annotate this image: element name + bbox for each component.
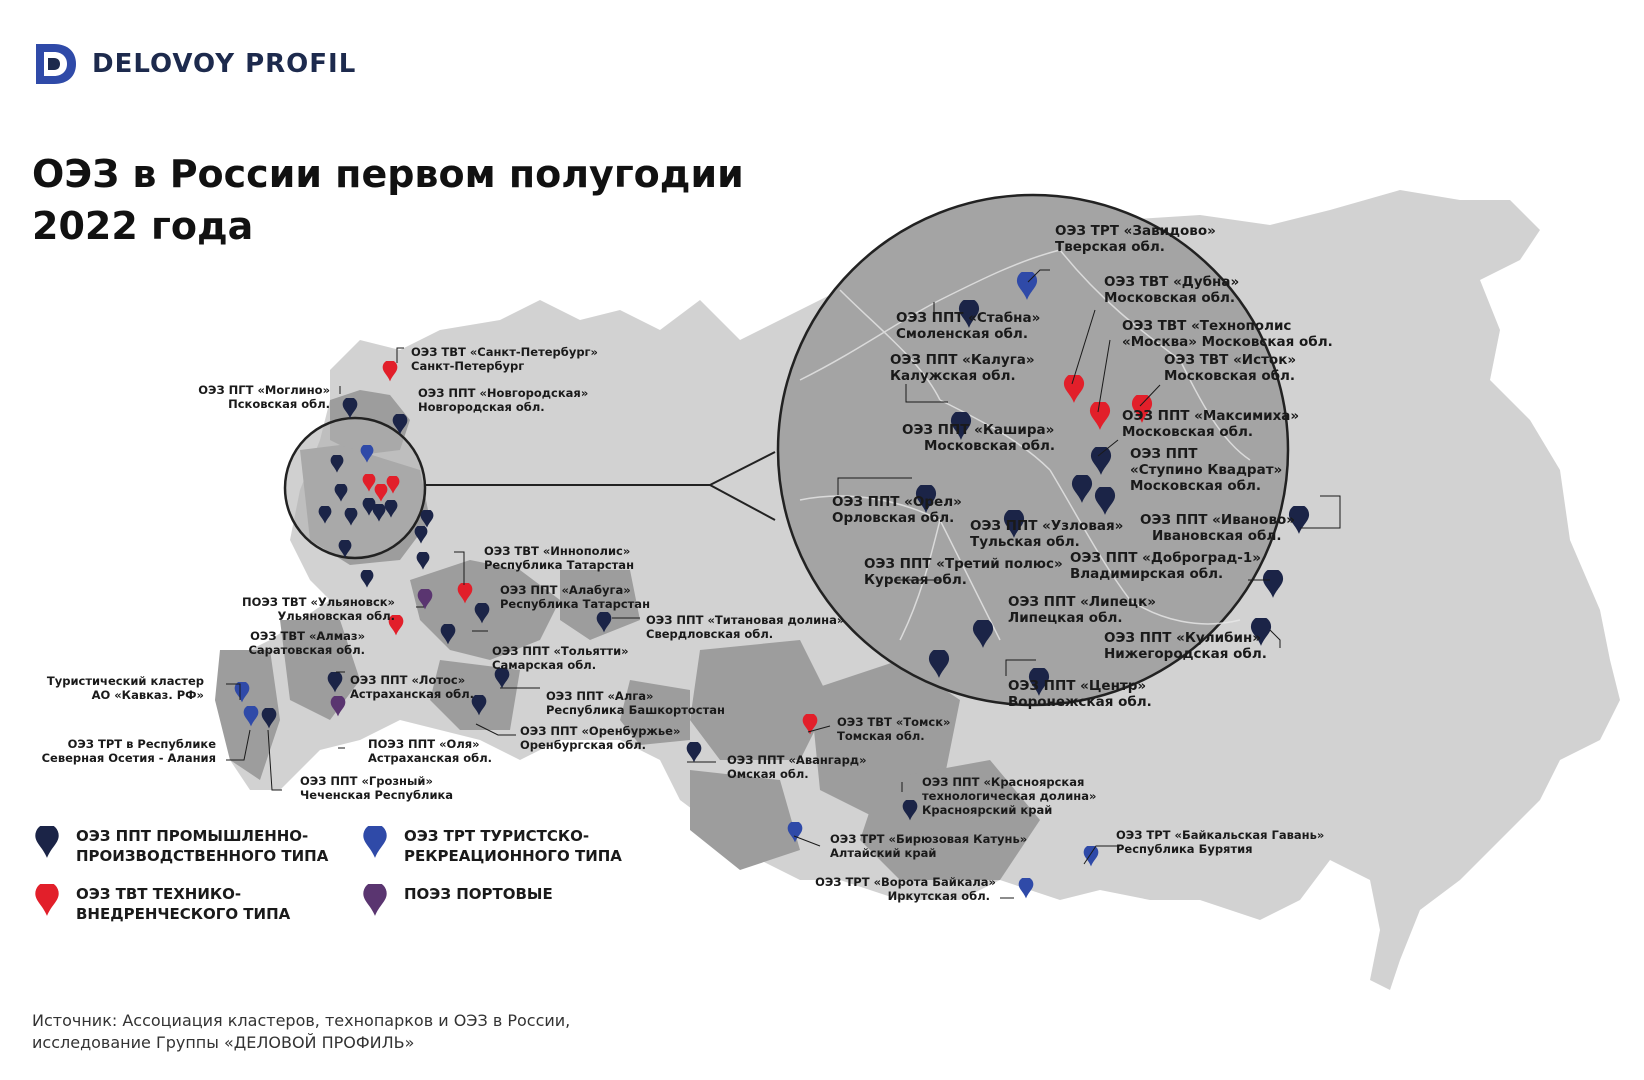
label-ulyanovsk: ПОЭЗ ТВТ «Ульяновск» Ульяновская обл. (241, 595, 395, 623)
label-kashira: ОЭЗ ППТ «Кашира» Московская обл. (902, 422, 1056, 454)
pin-technical-icon (34, 884, 60, 918)
pin-tourist-icon (362, 826, 388, 860)
label-tomsk: ОЭЗ ТВТ «Томск» Томская обл. (837, 715, 951, 743)
label-katun: ОЭЗ ТРТ «Бирюзовая Катунь» Алтайский край (830, 832, 1028, 860)
label-grozny: ОЭЗ ППТ «Грозный» Чеченская Республика (300, 774, 454, 802)
label-kaluga: ОЭЗ ППТ «Калуга» Калужская обл. (890, 352, 1035, 384)
label-stabna: ОЭЗ ППТ «Стабна» Смоленская обл. (896, 310, 1041, 342)
legend-label: ОЭЗ ППТ ПРОМЫШЛЕННО- (76, 827, 309, 845)
legend-label: ОЭЗ ТВТ ТЕХНИКО- (76, 885, 242, 903)
region-tomsk (690, 640, 830, 760)
label-center: ОЭЗ ППТ «Центр» Воронежская обл. (1008, 678, 1152, 710)
pin-port-icon (362, 884, 388, 918)
legend-item-industrial (34, 826, 328, 866)
page-title (32, 148, 744, 252)
label-tretiy-polyus: ОЭЗ ППТ «Третий полюс» Курская обл. (864, 556, 1063, 588)
label-dobrograd: ОЭЗ ППТ «Доброград-1» Владимирская обл. (1070, 550, 1262, 582)
source-line-2: исследование Группы «ДЕЛОВОЙ ПРОФИЛЬ» (32, 1033, 415, 1052)
legend-item-technical (34, 884, 290, 924)
title-line-1: ОЭЗ в России первом полугодии (32, 152, 744, 196)
label-maximikha: ОЭЗ ППТ «Максимиха» Московская обл. (1122, 408, 1300, 440)
source-line-1: Источник: Ассоциация кластеров, технопарков и ОЭЗ в России, (32, 1011, 571, 1030)
label-krasnoyarsk: ОЭЗ ППТ «Красноярская технологическая долина» Красноярский край (922, 775, 1097, 817)
source-note (32, 1010, 570, 1054)
label-alga: ОЭЗ ППТ «Алга» Республика Башкортостан (546, 689, 725, 717)
label-zavidovo: ОЭЗ ТРТ «Завидово» Тверская обл. (1055, 223, 1216, 255)
legend-item-tourist (362, 826, 622, 866)
pin-baikal-gate (1019, 877, 1034, 898)
brand-logo-icon (32, 42, 80, 86)
small-zoom-circle (285, 418, 425, 558)
label-lipetsk: ОЭЗ ППТ «Липецк» Липецкая обл. (1008, 594, 1156, 626)
label-baikal-gate: ОЭЗ ТРТ «Ворота Байкала» Иркутская обл. (815, 875, 996, 903)
label-orel: ОЭЗ ППТ «Орел» Орловская обл. (832, 494, 962, 526)
label-istok: ОЭЗ ТВТ «Исток» Московская обл. (1164, 352, 1297, 384)
label-almaz: ОЭЗ ТВТ «Алмаз» Саратовская обл. (248, 629, 365, 657)
label-avangard: ОЭЗ ППТ «Авангард» Омская обл. (727, 753, 867, 781)
legend-item-port (362, 884, 553, 918)
label-uzlovaya: ОЭЗ ППТ «Узловая» Тульская обл. (970, 518, 1124, 550)
label-novgorod: ОЭЗ ППТ «Новгородская» Новгородская обл. (418, 386, 589, 414)
label-togliatti: ОЭЗ ППТ «Тольятти» Самарская обл. (492, 644, 629, 672)
legend-label: ОЭЗ ТРТ ТУРИСТСКО- (404, 827, 590, 845)
label-lotos: ОЭЗ ППТ «Лотос» Астраханская обл. (350, 673, 474, 701)
label-moglino: ОЭЗ ПГТ «Моглино» Псковская обл. (198, 383, 330, 411)
label-kavkaz: Туристический кластер АО «Кавказ. РФ» (46, 674, 204, 702)
label-kulibin: ОЭЗ ППТ «Кулибин» Нижегородская обл. (1104, 630, 1267, 662)
brand-name: DELOVOY PROFIL (92, 49, 357, 79)
label-spb: ОЭЗ ТВТ «Санкт-Петербург» Санкт-Петербург (411, 345, 598, 373)
pin-industrial-icon (34, 826, 60, 860)
label-titan: ОЭЗ ППТ «Титановая долина» Свердловская обл. (646, 613, 845, 641)
brand-logo (32, 42, 356, 86)
legend-label: ПОЭЗ ПОРТОВЫЕ (404, 885, 553, 903)
label-olya: ПОЭЗ ППТ «Оля» Астраханская обл. (368, 737, 492, 765)
label-innopolis: ОЭЗ ТВТ «Иннополис» Республика Татарстан (484, 544, 635, 572)
label-dubna: ОЭЗ ТВТ «Дубна» Московская обл. (1104, 274, 1240, 306)
legend-label: РЕКРЕАЦИОННОГО ТИПА (404, 847, 622, 865)
legend-label: ВНЕДРЕНЧЕСКОГО ТИПА (76, 905, 291, 923)
legend-label: ПРОИЗВОДСТВЕННОГО ТИПА (76, 847, 329, 865)
label-stupino: ОЭЗ ППТ «Ступино Квадрат» Московская обл. (1130, 446, 1283, 494)
title-line-2: 2022 года (32, 204, 254, 248)
label-alabuga: ОЭЗ ППТ «Алабуга» Республика Татарстан (500, 583, 651, 611)
label-orenburg: ОЭЗ ППТ «Оренбуржье» Оренбургская обл. (520, 724, 681, 752)
label-baikal-harbour: ОЭЗ ТРТ «Байкальская Гавань» Республика Бурятия (1116, 828, 1325, 856)
label-ossetia: ОЭЗ ТРТ в Республике Северная Осетия - Алания (41, 737, 216, 765)
map-legend (34, 826, 674, 946)
label-technopolis: ОЭЗ ТВТ «Технополис «Москва» Московская обл. (1122, 318, 1333, 350)
label-ivanovo: ОЭЗ ППТ «Иваново» Ивановская обл. (1140, 512, 1295, 544)
